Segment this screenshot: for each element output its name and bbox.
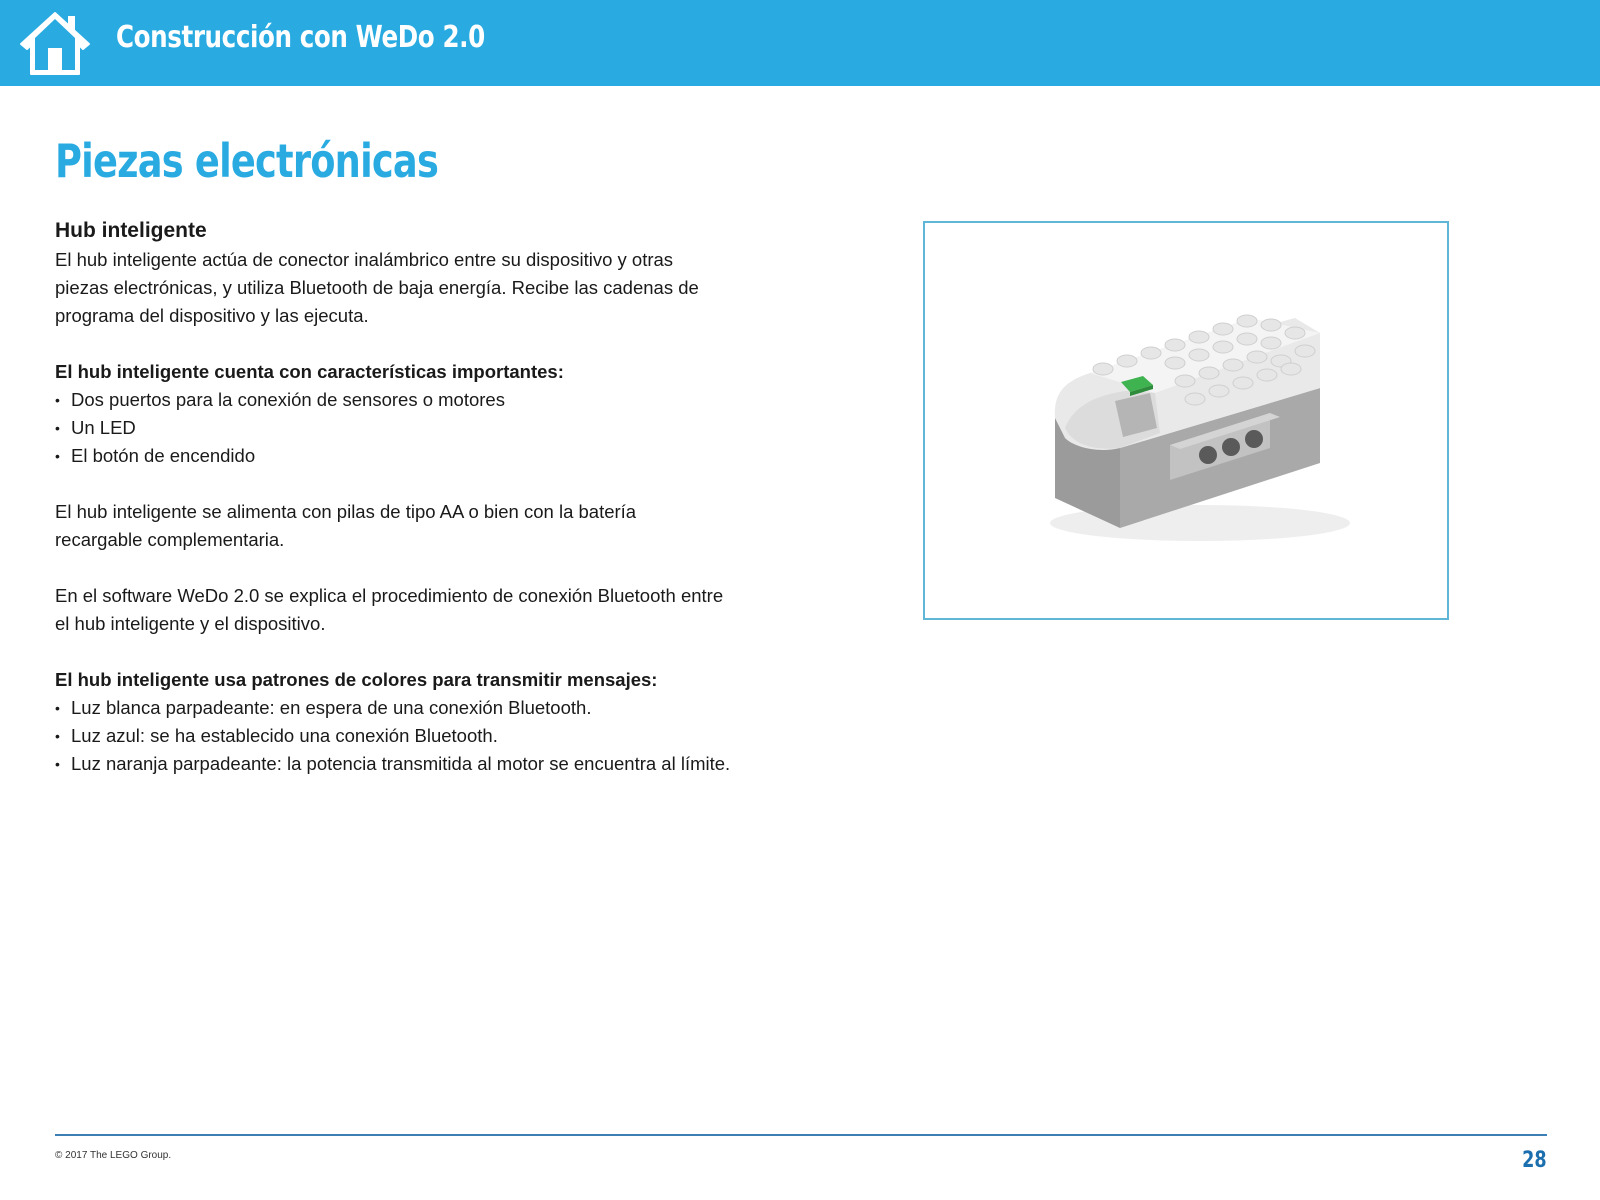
- hub-image-frame: [923, 221, 1449, 620]
- header-bar: [0, 0, 1600, 86]
- software-line: En el software WeDo 2.0 se explica el procedimiento de conexión Bluetooth entre: [55, 585, 724, 606]
- list-item: • Luz blanca parpadeante: en espera de una conexión Bluetooth.: [55, 694, 795, 722]
- home-icon: [18, 8, 92, 78]
- content-column: [55, 216, 795, 778]
- list-item: • Luz naranja parpadeante: la potencia transmitida al motor se encuentra al límite.: [55, 750, 795, 778]
- power-line: El hub inteligente se alimenta con pilas de tipo AA o bien con la batería: [55, 501, 637, 522]
- list-item: • Dos puertos para la conexión de sensores o motores: [55, 386, 795, 414]
- intro-line: programa del dispositivo y las ejecuta.: [55, 305, 369, 326]
- intro-line: piezas electrónicas, y utiliza Bluetooth de baja energía. Recibe las cadenas de: [55, 277, 699, 298]
- copyright-text: © 2017 The LEGO Group.: [55, 1150, 172, 1161]
- smart-hub-image: [925, 223, 1447, 618]
- page-title: Piezas electrónicas: [55, 134, 439, 188]
- features-heading: El hub inteligente cuenta con características importantes:: [55, 361, 564, 382]
- colors-heading: El hub inteligente usa patrones de colores para transmitir mensajes:: [55, 669, 658, 690]
- page-number: 28: [1522, 1148, 1547, 1173]
- power-line: recargable complementaria.: [55, 529, 285, 550]
- header-title: Construcción con WeDo 2.0: [116, 20, 485, 55]
- list-item: • El botón de encendido: [55, 442, 795, 470]
- list-item: • Un LED: [55, 414, 795, 442]
- intro-line: El hub inteligente actúa de conector inalámbrico entre su dispositivo y otras: [55, 249, 674, 270]
- colors-list: [55, 694, 795, 778]
- list-item: • Luz azul: se ha establecido una conexión Bluetooth.: [55, 722, 795, 750]
- home-button[interactable]: [18, 8, 92, 78]
- software-line: el hub inteligente y el dispositivo.: [55, 613, 326, 634]
- footer-divider: [55, 1134, 1547, 1136]
- section-heading: Hub inteligente: [55, 219, 207, 242]
- features-list: [55, 386, 795, 470]
